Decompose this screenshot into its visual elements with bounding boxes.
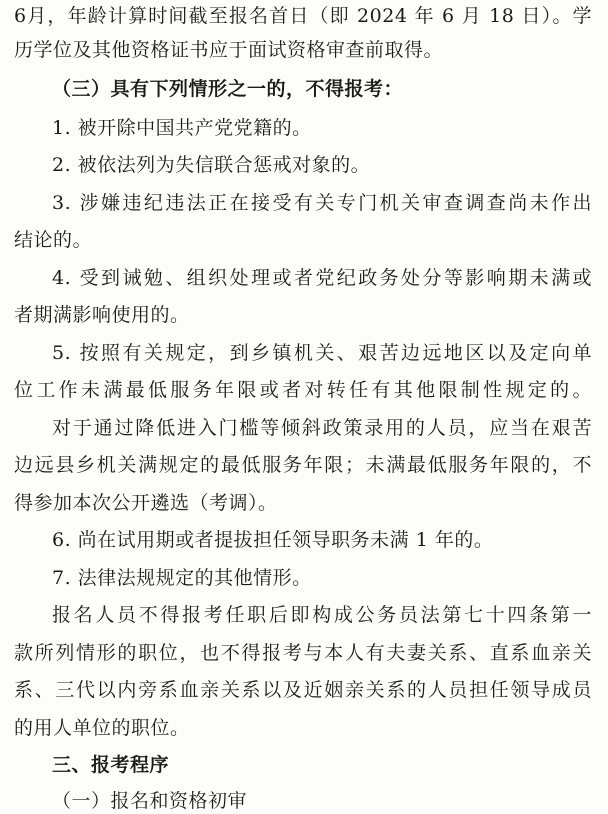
list-item: 3. 涉嫌违纪违法正在接受有关专门机关审查调查尚未作出 [52,192,592,214]
text-line: 款所列情形的职位，也不得报考与本人有夫妻关系、直系血亲关 [14,642,592,664]
text-line: 系、三代以内旁系血亲关系以及近姻亲关系的人员担任领导成员 [14,679,592,701]
text-line: 历学位及其他资格证书应于面试资格审查前取得。 [14,39,444,61]
paragraph-line: 对于通过降低进入门槛等倾斜政策录用的人员，应当在艰苦 [52,417,592,439]
list-item: 7. 法律法规规定的其他情形。 [52,567,312,589]
text-line: 结论的。 [14,229,93,251]
text-line: 位工作未满最低服务年限或者对转任有其他限制性规定的。 [14,379,592,401]
section-heading: （三）具有下列情形之一的，不得报考： [52,78,404,100]
chapter-heading: 三、报考程序 [52,754,170,776]
list-item: 2. 被依法列为失信联合惩戒对象的。 [52,154,371,176]
text-line: 6月，年龄计算时间截至报名首日（即 2024 年 6 月 18 日）。学 [14,5,592,27]
subsection-heading: （一）报名和资格初审 [52,790,248,812]
list-item: 6. 尚在试用期或者提拔担任领导职务未满 1 年的。 [52,529,494,551]
text-line: 边远县乡机关满规定的最低服务年限；未满最低服务年限的，不 [14,454,592,476]
text-line: 的用人单位的职位。 [14,717,190,739]
text-line: 者期满影响使用的。 [14,304,190,326]
list-item: 1. 被开除中国共产党党籍的。 [52,117,312,139]
list-item: 5. 按照有关规定，到乡镇机关、艰苦边远地区以及定向单 [52,342,592,364]
text-line: 得参加本次公开遴选（考调）。 [14,492,278,514]
list-item: 4. 受到诫勉、组织处理或者党纪政务处分等影响期未满或 [52,267,592,289]
paragraph-line: 报名人员不得报考任职后即构成公务员法第七十四条第一 [52,604,592,626]
